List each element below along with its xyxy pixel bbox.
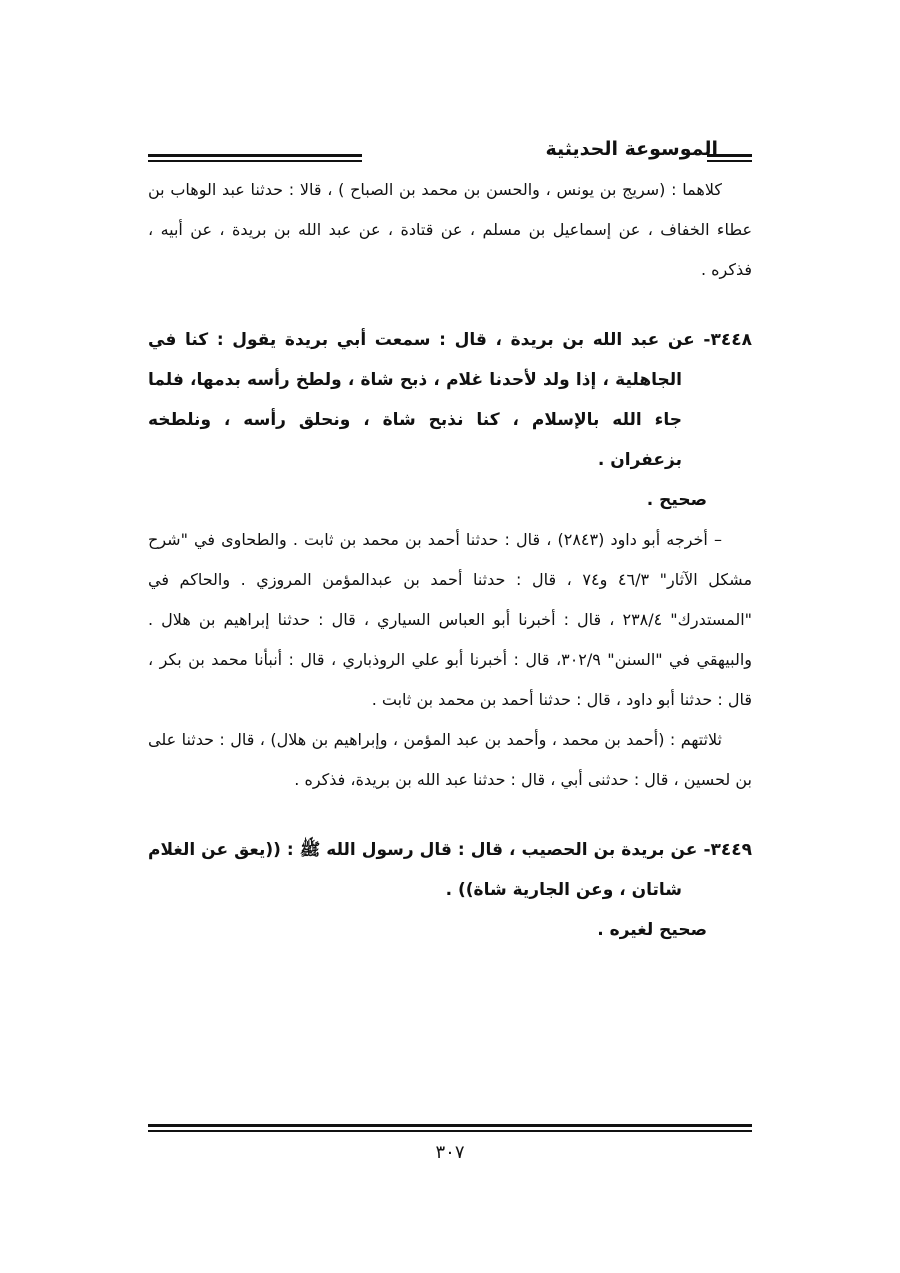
hadith-3448 xyxy=(148,320,752,480)
hadith-text: عن عبد الله بن بريدة ، قال : سمعت أبي بريدة يقول : كنا في الجاهلية ، إذا ولد لأحدنا غلام ، ذبح شاة ، ولطخ رأسه بدمها، فلما جاء الله بالإسلام ، كنا نذبح شاة ، ونحلق رأسه ، ونلطخه بزعفران . xyxy=(148,330,695,470)
hadith-grade: صحيح لغيره . xyxy=(597,920,707,940)
paragraph-chain-continuation: كلاهما : (سريج بن يونس ، والحسن بن محمد بن الصباح ) ، قالا : حدثنا عبد الوهاب بن عطاء الخفاف ، عن إسماعيل بن مسلم ، عن قتادة ، عن عبد الله بن بريدة ، عن أبيه ، فذكره . xyxy=(148,180,752,279)
page-content xyxy=(148,130,752,950)
page-header xyxy=(148,130,752,170)
hadith-grade: صحيح . xyxy=(646,490,707,510)
spacer xyxy=(148,290,752,320)
paragraph-chain-summary: ثلاثتهم : (أحمد بن محمد ، وأحمد بن عبد المؤمن ، وإبراهيم بن هلال) ، قال : حدثنا على بن لحسين ، قال : حدثنى أبي ، قال : حدثنا عبد الله بن بريدة، فذكره . xyxy=(148,730,752,789)
spacer xyxy=(148,800,752,830)
hadith-number: ٣٤٤٨- xyxy=(703,330,752,350)
hadith-3449 xyxy=(148,830,752,910)
header-rule-right xyxy=(707,154,752,162)
hadith-number: ٣٤٤٩- xyxy=(703,840,753,860)
header-title: الموسوعة الحديثية xyxy=(545,138,718,160)
paragraph-takhrij: – أخرجه أبو داود (٢٨٤٣) ، قال : حدثنا أحمد بن محمد بن ثابت . والطحاوى في "شرح مشكل الآثار" ٤٦/٣ و٧٤ ، قال : حدثنا أحمد بن عبدالمؤمن المروزي . والحاكم في "المستدرك" ٢٣٨/٤ ، قال : أخبرنا أبو العباس السياري ، قال : حدثنا إبراهيم بن هلال . والبيهقي في "السنن" ٣٠٢/٩، قال : أخبرنا أبو علي الروذباري ، قال : أنبأنا محمد بن بكر ، قال : حدثنا أبو داود ، قال : حدثنا أحمد بن محمد بن ثابت . xyxy=(148,530,753,709)
page-footer xyxy=(148,1124,752,1163)
hadith-text: عن بريدة بن الحصيب ، قال : قال رسول الله ﷺ : ((يعق عن الغلام شاتان ، وعن الجارية شاة)) . xyxy=(148,840,698,900)
page-number: ٣٠٧ xyxy=(435,1142,465,1163)
footer-rule xyxy=(148,1124,752,1132)
header-rule-left xyxy=(148,154,362,162)
